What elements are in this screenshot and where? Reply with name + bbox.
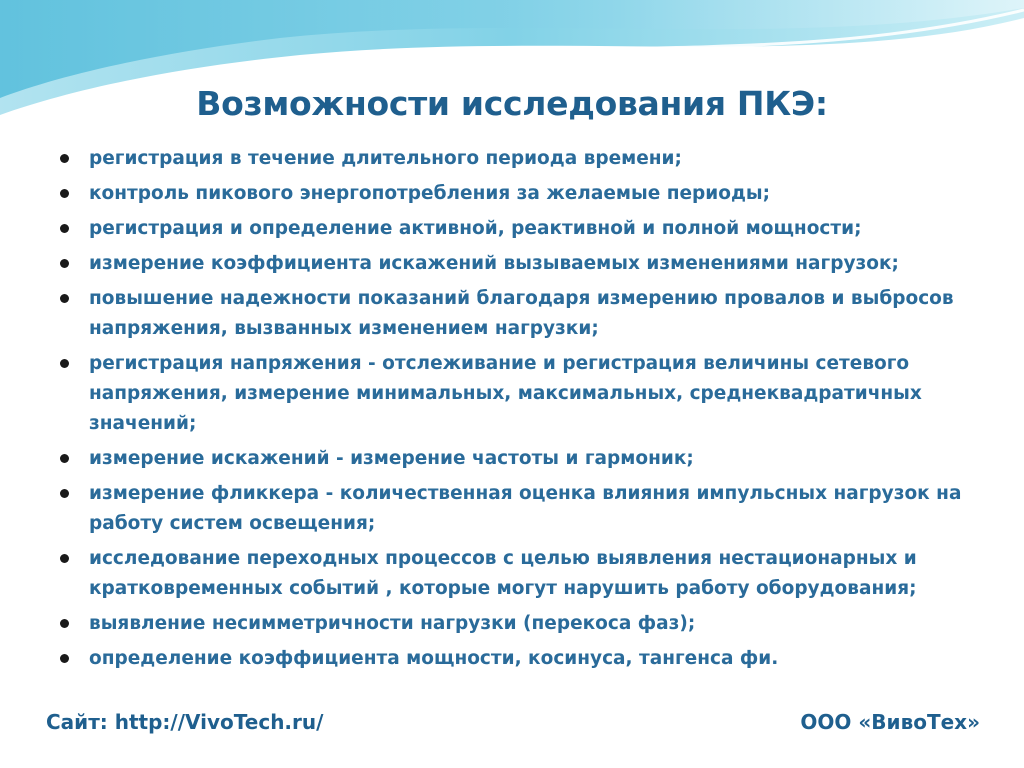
footer-company-name: ООО «ВивоТех» [800,710,980,734]
bullet-icon [60,489,69,498]
list-item [58,144,998,174]
list-item-text: регистрация в течение длительного периода времени; [89,148,682,169]
list-item [58,609,998,639]
list-item-text: выявление несимметричности нагрузки (перекоса фаз); [89,613,696,634]
list-item [58,214,998,244]
bullet-icon [60,259,69,268]
bullet-icon [60,294,69,303]
list-item [58,249,998,279]
list-item [58,284,998,344]
bullet-icon [60,359,69,368]
list-item [58,644,998,674]
list-item-text: измерение фликкера - количественная оценка влияния импульсных нагрузок на работу систем освещения; [89,483,962,534]
list-item-text: регистрация и определение активной, реактивной и полной мощности; [89,218,862,239]
list-item-text: контроль пикового энергопотребления за желаемые периоды; [89,183,771,204]
list-item [58,349,998,439]
list-item-text: определение коэффициента мощности, косинуса, тангенса фи. [89,648,779,669]
list-item [58,179,998,209]
bullet-icon [60,224,69,233]
slide-title: Возможности исследования ПКЭ: [196,84,828,123]
list-item-text: исследование переходных процессов с целью выявления нестационарных и кратковременных событий , которые могут нарушить работу оборудования; [89,548,917,599]
list-item [58,544,998,604]
capabilities-list [58,144,998,679]
bullet-icon [60,554,69,563]
list-item-text: измерение искажений - измерение частоты и гармоник; [89,448,694,469]
bullet-icon [60,619,69,628]
bullet-icon [60,454,69,463]
list-item-text: регистрация напряжения - отслеживание и регистрация величины сетевого напряжения, измерение минимальных, максимальных, среднеквадратичных значений; [89,353,922,434]
list-item [58,444,998,474]
footer-site-link[interactable]: Сайт: http://VivoTech.ru/ [46,710,324,734]
list-item [58,479,998,539]
bullet-icon [60,189,69,198]
list-item-text: измерение коэффициента искажений вызываемых изменениями нагрузок; [89,253,899,274]
bullet-icon [60,654,69,663]
list-item-text: повышение надежности показаний благодаря измерению провалов и выбросов напряжения, вызванных изменением нагрузки; [89,288,954,339]
bullet-icon [60,154,69,163]
